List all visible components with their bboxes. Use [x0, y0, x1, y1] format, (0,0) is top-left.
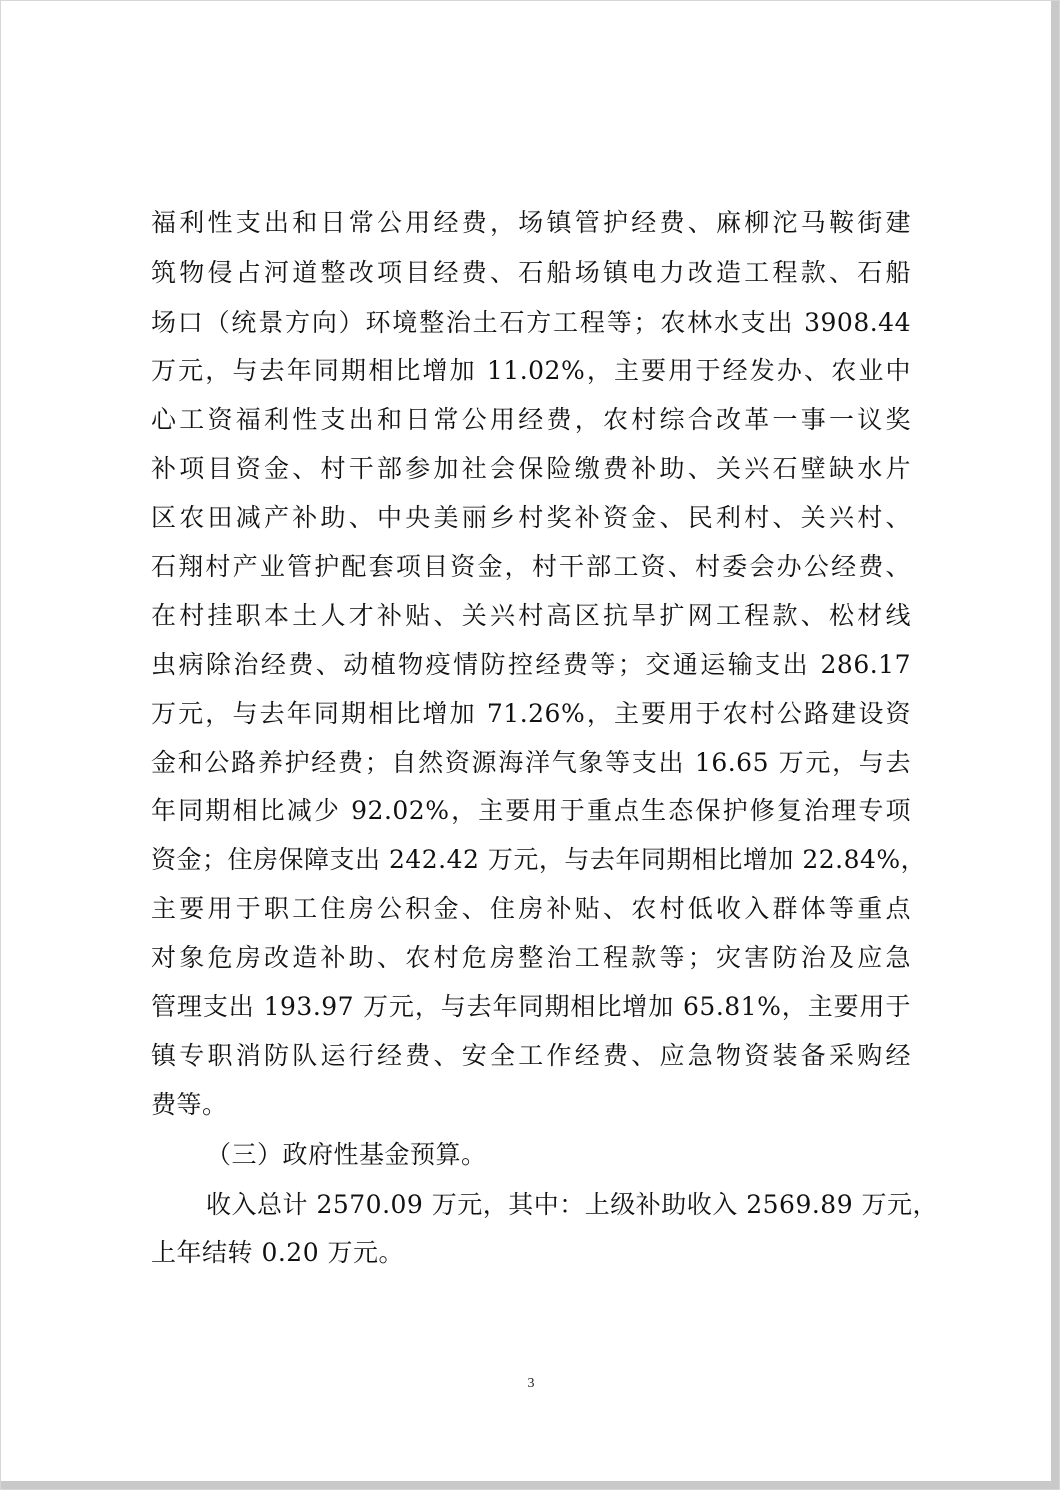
page-number: 3 [527, 1376, 535, 1391]
body-text-line: 万元，与去年同期相比增加 11.02%，主要用于经发办、农业中 [151, 356, 911, 385]
body-text-line: 上年结转 0.20 万元。 [151, 1238, 405, 1267]
body-text-line: 年同期相比减少 92.02%，主要用于重点生态保护修复治理专项 [151, 796, 911, 825]
body-text-line: 在村挂职本土人才补贴、关兴村高区抗旱扩网工程款、松材线 [151, 601, 911, 630]
body-text-line: 万元，与去年同期相比增加 71.26%，主要用于农村公路建设资 [151, 699, 911, 728]
body-text-line: 主要用于职工住房公积金、住房补贴、农村低收入群体等重点 [151, 894, 911, 923]
body-text-line: 虫病除治经费、动植物疫情防控经费等；交通运输支出 286.17 [151, 650, 911, 679]
body-text-line: 费等。 [151, 1090, 228, 1119]
body-text-line: 补项目资金、村干部参加社会保险缴费补助、关兴石壁缺水片 [151, 454, 911, 483]
section-heading: （三）政府性基金预算。 [206, 1140, 487, 1169]
body-text-line: 福利性支出和日常公用经费，场镇管护经费、麻柳沱马鞍街建 [151, 208, 911, 237]
body-text-line: 管理支出 193.97 万元，与去年同期相比增加 65.81%，主要用于 [151, 992, 911, 1021]
body-text-line: 收入总计 2570.09 万元，其中：上级补助收入 2569.89 万元， [206, 1190, 939, 1219]
body-text-line: 石翔村产业管护配套项目资金，村干部工资、村委会办公经费、 [151, 552, 911, 581]
body-text-line: 场口（统景方向）环境整治土石方工程等；农林水支出 3908.44 [151, 308, 911, 337]
body-text-line: 金和公路养护经费；自然资源海洋气象等支出 16.65 万元，与去 [151, 748, 911, 777]
body-text-line: 资金；住房保障支出 242.42 万元，与去年同期相比增加 22.84%， [151, 845, 927, 874]
body-text-line: 筑物侵占河道整改项目经费、石船场镇电力改造工程款、石船 [151, 258, 911, 287]
body-text-line: 对象危房改造补助、农村危房整治工程款等；灾害防治及应急 [151, 943, 911, 972]
body-text-line: 镇专职消防队运行经费、安全工作经费、应急物资装备采购经 [151, 1041, 911, 1070]
body-text-line: 心工资福利性支出和日常公用经费，农村综合改革一事一议奖 [151, 405, 911, 434]
body-text-line: 区农田减产补助、中央美丽乡村奖补资金、民利村、关兴村、 [151, 503, 911, 532]
